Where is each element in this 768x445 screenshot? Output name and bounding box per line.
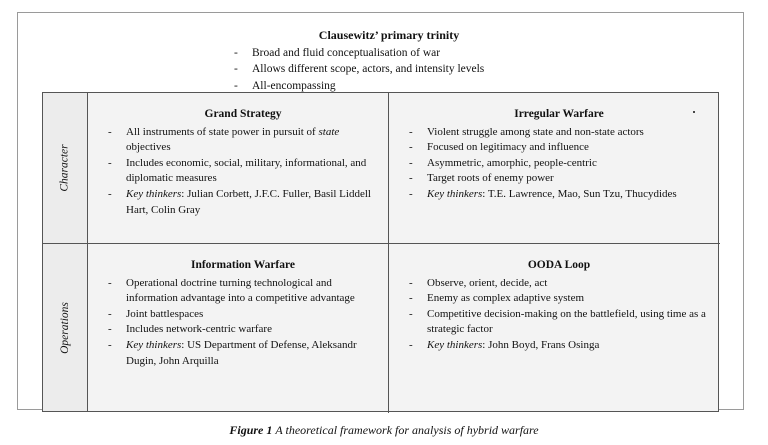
list-item	[108, 338, 378, 369]
quadrant-irregular-warfare	[389, 93, 719, 243]
dash-bullet: -	[409, 307, 413, 320]
quadrant-list	[108, 125, 378, 219]
caption-text: A theoretical framework for analysis of hybrid warfare	[275, 423, 539, 437]
list-item	[409, 125, 709, 141]
list-item-text: All instruments of state power in pursuit of	[126, 125, 319, 138]
quadrant-title: Grand Strategy	[204, 108, 282, 120]
list-item-text: Includes economic, social, military, informational, and diplomatic measures	[126, 156, 367, 185]
dash-bullet: -	[108, 125, 112, 138]
dash-bullet: -	[108, 338, 112, 351]
quadrant-title: Information Warfare	[190, 259, 296, 271]
row-label-text: Operations	[59, 301, 71, 354]
list-item	[409, 140, 709, 156]
trinity-block	[234, 27, 574, 94]
list-item	[108, 156, 378, 187]
row-label-character	[43, 93, 88, 243]
quadrant-information-warfare	[88, 244, 388, 411]
framework-grid	[42, 92, 719, 412]
dash-bullet: -	[234, 63, 238, 75]
list-item-text: Joint battlespaces	[126, 307, 204, 320]
list-item	[409, 171, 709, 187]
list-item-text: Focused on legitimacy and influence	[427, 141, 589, 154]
quadrant-grand-strategy	[88, 93, 388, 243]
dash-bullet: -	[409, 338, 413, 351]
list-item	[409, 307, 709, 338]
dash-bullet: -	[409, 125, 413, 138]
list-item-text: Target roots of enemy power	[427, 172, 554, 185]
dash-bullet: -	[409, 187, 413, 200]
dash-bullet: -	[108, 307, 112, 320]
quadrant-list	[108, 276, 378, 370]
list-item	[409, 338, 709, 354]
list-item-emphasis: Key thinkers	[427, 187, 483, 200]
list-item-text: : US Department of Defense, Aleksandr Dugin, John Arquilla	[126, 338, 357, 367]
list-item	[409, 187, 709, 203]
list-item-text: Includes network-centric warfare	[126, 323, 272, 336]
quadrant-ooda-loop	[389, 244, 719, 411]
list-item	[108, 322, 378, 338]
list-item	[108, 187, 378, 218]
trinity-title: Clausewitz’ primary trinity	[318, 28, 460, 42]
list-item	[409, 276, 709, 292]
dash-bullet: -	[108, 276, 112, 289]
dash-bullet: -	[409, 141, 413, 154]
list-item	[409, 291, 709, 307]
quadrant-list	[409, 125, 709, 203]
list-item-text: All-encompassing	[252, 79, 336, 92]
list-item-text: : John Boyd, Frans Osinga	[482, 338, 600, 351]
list-item-text: Asymmetric, amorphic, people-centric	[427, 156, 597, 169]
dash-bullet: -	[409, 172, 413, 185]
dash-bullet: -	[409, 156, 413, 169]
dash-bullet: -	[108, 156, 112, 169]
list-item	[108, 307, 378, 323]
list-item-text: Allows different scope, actors, and intensity levels	[252, 63, 485, 75]
row-label-text: Character	[59, 144, 71, 192]
list-item-text: Competitive decision-making on the battlefield, using time as a strategic factor	[427, 307, 706, 336]
list-item	[234, 45, 574, 62]
dash-bullet: -	[234, 46, 238, 59]
quadrant-title: Irregular Warfare	[514, 108, 604, 120]
list-item-emphasis: Key thinkers	[126, 187, 182, 200]
list-item	[409, 156, 709, 172]
list-item-text: Operational doctrine turning technological and information advantage into a competitive advantage	[126, 276, 355, 305]
list-item	[108, 276, 378, 307]
row-label-operations	[43, 244, 88, 411]
list-item-emphasis: Key thinkers	[126, 338, 182, 351]
list-item-text: Observe, orient, decide, act	[427, 276, 548, 289]
list-item-emphasis: Key thinkers	[427, 338, 483, 351]
list-item	[108, 125, 378, 156]
list-item-text: objectives	[126, 141, 171, 154]
dash-bullet: -	[409, 292, 413, 305]
list-item-text: : T.E. Lawrence, Mao, Sun Tzu, Thucydides	[482, 187, 677, 200]
list-item	[234, 61, 574, 78]
trinity-list	[234, 45, 574, 95]
dash-bullet: -	[234, 79, 238, 92]
figure-caption	[0, 423, 768, 438]
dash-bullet: -	[409, 276, 413, 289]
list-item-text: Violent struggle among state and non-state actors	[427, 125, 644, 138]
quadrant-title: OODA Loop	[527, 259, 591, 271]
list-item-text: Enemy as complex adaptive system	[427, 292, 585, 305]
dash-bullet: -	[108, 323, 112, 336]
quadrant-list	[409, 276, 709, 354]
caption-label: Figure 1	[229, 423, 273, 437]
list-item-text: : Julian Corbett, J.F.C. Fuller, Basil Liddell Hart, Colin Gray	[126, 187, 371, 216]
list-item-text: Broad and fluid conceptualisation of war	[252, 46, 441, 59]
dash-bullet: -	[108, 187, 112, 200]
list-item-emphasis: state	[318, 125, 340, 138]
